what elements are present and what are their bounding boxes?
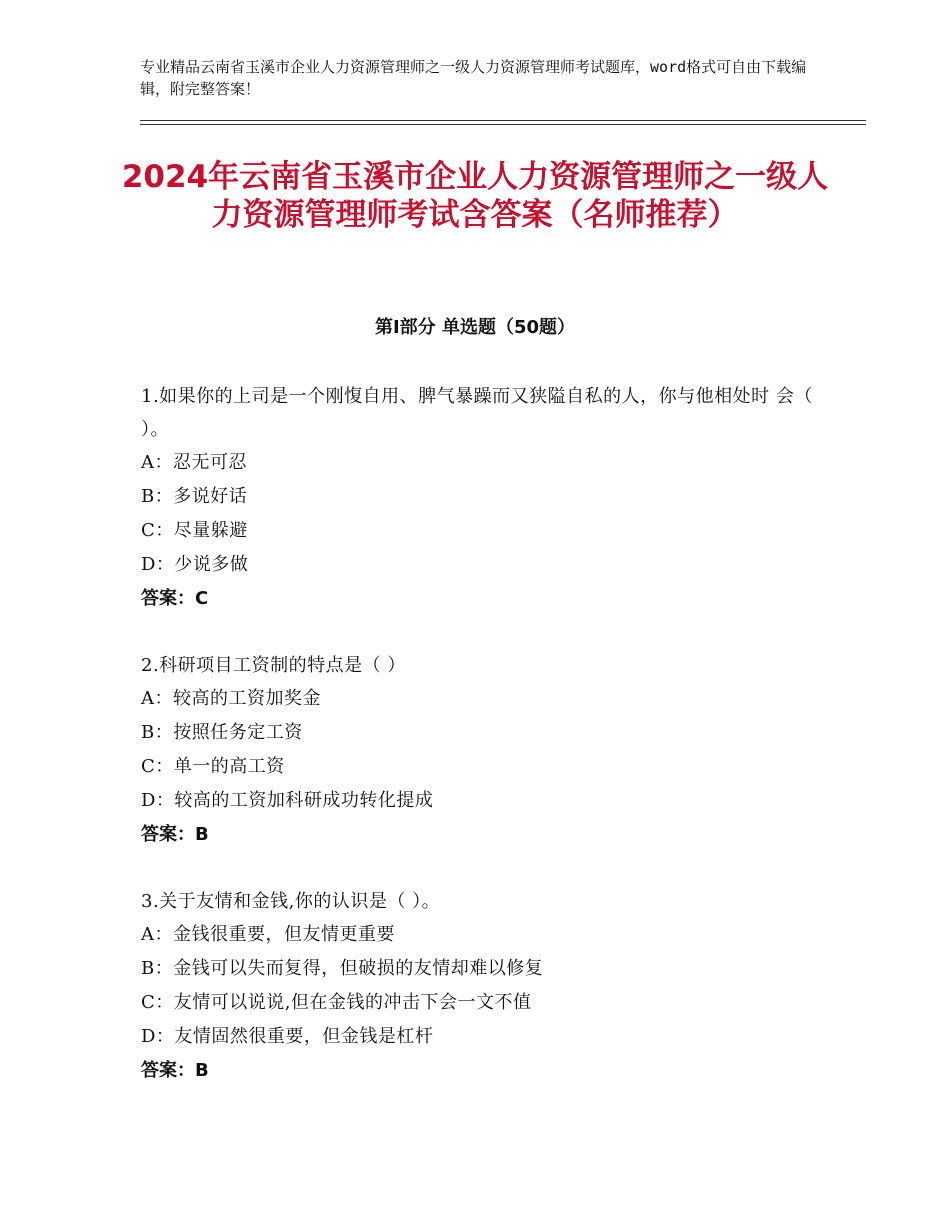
header-divider — [140, 120, 866, 125]
option-d: D：少说多做 — [141, 554, 249, 575]
option-c: C：尽量躲避 — [141, 520, 248, 541]
option-a: A：较高的工资加奖金 — [141, 688, 321, 709]
header-note: 专业精品云南省玉溪市企业人力资源管理师之一级人力资源管理师考试题库，word格式可自由下载编辑，附完整答案！ — [140, 58, 807, 98]
option-c: C：单一的高工资 — [141, 756, 285, 777]
option-b: B：金钱可以失而复得，但破损的友情却难以修复 — [141, 958, 544, 979]
answer-line: 答案：B — [141, 824, 209, 845]
question-list — [141, 380, 821, 1121]
option-b: B：按照任务定工资 — [141, 722, 303, 743]
option-a: A：忍无可忍 — [141, 452, 247, 473]
question-item — [141, 380, 821, 616]
question-stem: 2.科研项目工资制的特点是（ ） — [141, 655, 406, 676]
answer-line: 答案：C — [141, 588, 209, 609]
answer-line: 答案：B — [141, 1060, 209, 1081]
option-a: A：金钱很重要，但友情更重要 — [141, 924, 395, 945]
option-b: B：多说好话 — [141, 486, 248, 507]
document-title: 2024年云南省玉溪市企业人力资源管理师之一级人力资源管理师考试含答案（名师推荐） — [121, 159, 829, 233]
option-c: C：友情可以说说,但在金钱的冲击下会一文不值 — [141, 992, 532, 1013]
question-item — [141, 649, 821, 852]
option-d: D：较高的工资加科研成功转化提成 — [141, 790, 434, 811]
question-stem: 3.关于友情和金钱,你的认识是（ ）。 — [141, 891, 441, 912]
question-stem: 1.如果你的上司是一个刚愎自用、脾气暴躁而又狭隘自私的人，你与他相处时 会（ ）。 — [141, 386, 813, 440]
section-title: 第Ⅰ部分 单选题（50题） — [374, 317, 575, 338]
question-item — [141, 885, 821, 1088]
option-d: D：友情固然很重要，但金钱是杠杆 — [141, 1026, 434, 1047]
